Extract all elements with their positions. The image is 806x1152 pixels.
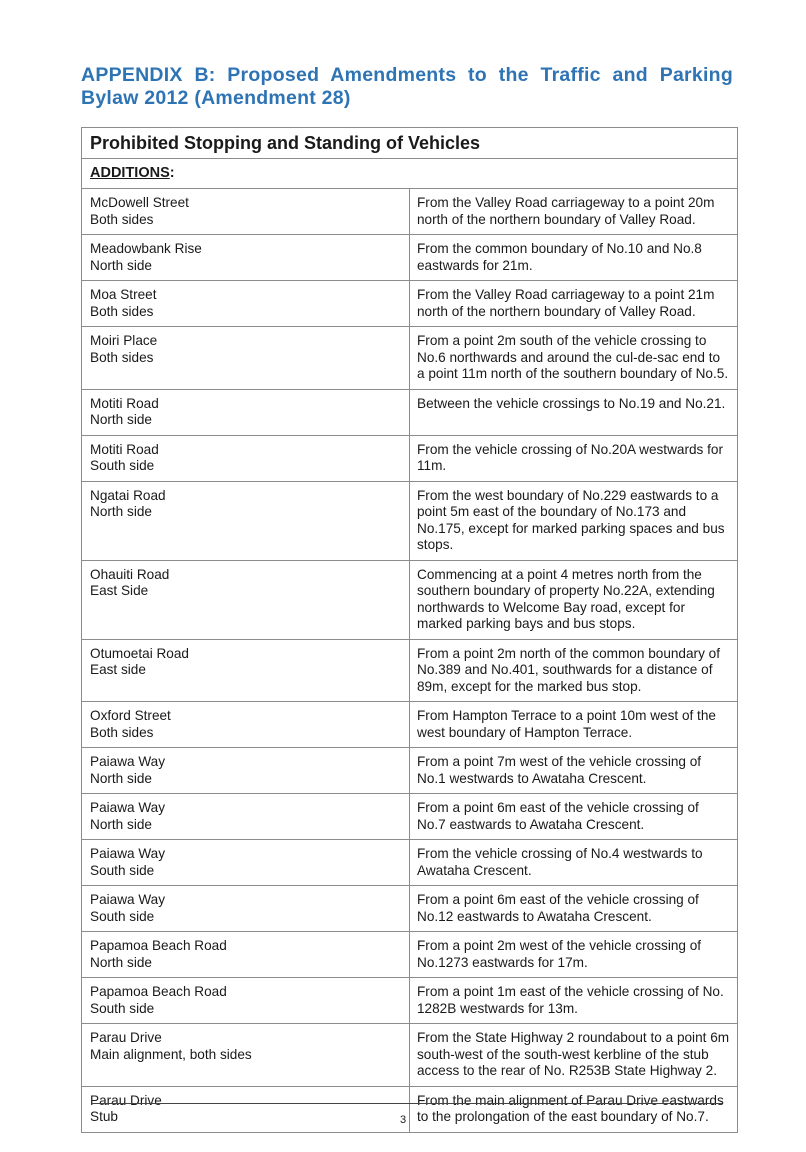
table-row [82,886,738,932]
table-row [82,840,738,886]
street-side: North side [90,954,152,970]
street-name: Paiawa Way [90,846,166,861]
location-cell [82,389,410,435]
street-name: Paiawa Way [90,892,166,907]
restriction-description: From the Valley Road carriageway to a point 20m north of the northern boundary of Valley Road. [410,189,738,235]
street-name: Parau Drive [90,1030,162,1045]
amendments-table [81,127,738,1133]
table-row [82,481,738,560]
restriction-description: From the vehicle crossing of No.20A westwards for 11m. [410,435,738,481]
street-name: Papamoa Beach Road [90,938,227,953]
street-side: North side [90,770,152,786]
restriction-description: From a point 1m east of the vehicle crossing of No. 1282B westwards for 13m. [410,978,738,1024]
table-row [82,560,738,639]
footer-divider [92,1103,722,1104]
table-row [82,327,738,390]
street-name: Motiti Road [90,395,159,411]
location-cell [82,748,410,794]
street-side: North side [90,816,152,832]
street-name: Paiawa Way [90,800,166,815]
street-side: South side [90,908,155,924]
table-row [82,702,738,748]
street-side: Main alignment, both sides [90,1046,252,1062]
restriction-description: From a point 7m west of the vehicle crossing of No.1 westwards to Awataha Crescent. [410,748,738,794]
street-name: Papamoa Beach Road [90,984,227,999]
table-row [82,389,738,435]
restriction-description: From the main alignment of Parau Drive eastwards to the prolongation of the east boundary of No.7. [410,1086,738,1132]
location-cell [82,932,410,978]
location-cell [82,702,410,748]
table-row [82,639,738,702]
restriction-description: From the vehicle crossing of No.4 westwards to Awataha Crescent. [410,840,738,886]
table-row [82,748,738,794]
location-cell [82,435,410,481]
location-cell [82,235,410,281]
street-side: South side [90,862,155,878]
street-side: South side [90,458,155,473]
street-side: North side [90,257,152,273]
table-row [82,932,738,978]
restriction-description: Between the vehicle crossings to No.19 and No.21. [410,389,738,435]
restriction-description: From a point 2m west of the vehicle crossing of No.1273 eastwards for 17m. [410,932,738,978]
street-side: Both sides [90,724,154,740]
street-side: Both sides [90,349,154,365]
location-cell [82,327,410,390]
street-name: Moiri Place [90,333,158,348]
street-name: Oxford Street [90,708,171,723]
table-row [82,189,738,235]
table-row [82,281,738,327]
street-name: Moa Street [90,287,157,302]
page-title [81,64,733,110]
restriction-description: From a point 2m north of the common boundary of No.389 and No.401, southwards for a distance of 89m, except for the marked bus stop. [410,639,738,702]
street-side: East side [90,662,146,677]
street-side: North side [90,504,152,519]
street-name: Ohauiti Road [90,566,170,582]
restriction-description: Commencing at a point 4 metres north from the southern boundary of property No.22A, extending northwards to Welcome Bay road, except for marked parking bays and bus stops. [410,560,738,639]
restriction-description: From a point 2m south of the vehicle crossing to No.6 northwards and around the cul-de-sac end to a point 11m north of the southern boundary of No.5. [410,327,738,390]
restriction-description: From the common boundary of No.10 and No.8 eastwards for 21m. [410,235,738,281]
street-name: Parau Drive [90,1092,162,1108]
title-line-1: APPENDIX B: Proposed Amendments to the Traffic and Parking [81,64,733,86]
location-cell [82,840,410,886]
street-side: East Side [90,583,149,598]
street-side: North side [90,412,152,427]
table-row [82,794,738,840]
location-cell [82,794,410,840]
street-name: Ngatai Road [90,487,166,503]
location-cell [82,639,410,702]
street-name: McDowell Street [90,195,189,210]
table-heading-row [82,128,738,159]
location-cell [82,978,410,1024]
street-name: Meadowbank Rise [90,241,202,256]
table-row [82,235,738,281]
page-number: 3 [399,1114,407,1126]
location-cell [82,1024,410,1087]
location-cell [82,189,410,235]
restriction-description: From the State Highway 2 roundabout to a point 6m south-west of the south-west kerbline of the stub access to the rear of No. R253B State Highway 2. [410,1024,738,1087]
restriction-description: From a point 6m east of the vehicle crossing of No.12 eastwards to Awataha Crescent. [410,886,738,932]
restriction-description: From Hampton Terrace to a point 10m west of the west boundary of Hampton Terrace. [410,702,738,748]
street-side: South side [90,1000,155,1016]
table-row [82,978,738,1024]
location-cell [82,886,410,932]
restriction-description: From a point 6m east of the vehicle crossing of No.7 eastwards to Awataha Crescent. [410,794,738,840]
additions-label: ADDITIONS [90,165,170,182]
table-heading: Prohibited Stopping and Standing of Vehicles [82,128,738,159]
location-cell [82,560,410,639]
table-subheading-row [82,159,738,189]
location-cell [82,281,410,327]
street-name: Otumoetai Road [90,645,189,661]
restriction-description: From the Valley Road carriageway to a point 21m north of the northern boundary of Valley Road. [410,281,738,327]
table-subheading [82,159,738,189]
additions-colon: : [169,165,175,182]
street-side: Both sides [90,303,154,319]
street-name: Motiti Road [90,441,159,457]
street-name: Paiawa Way [90,754,166,769]
location-cell [82,481,410,560]
street-side: Both sides [90,211,154,227]
street-side: Stub [90,1109,118,1124]
table-row [82,1024,738,1087]
restriction-description: From the west boundary of No.229 eastwards to a point 5m east of the boundary of No.173 and No.175, except for marked parking spaces and bus stops. [410,481,738,560]
table-row [82,435,738,481]
title-line-2: Bylaw 2012 (Amendment 28) [81,87,351,109]
